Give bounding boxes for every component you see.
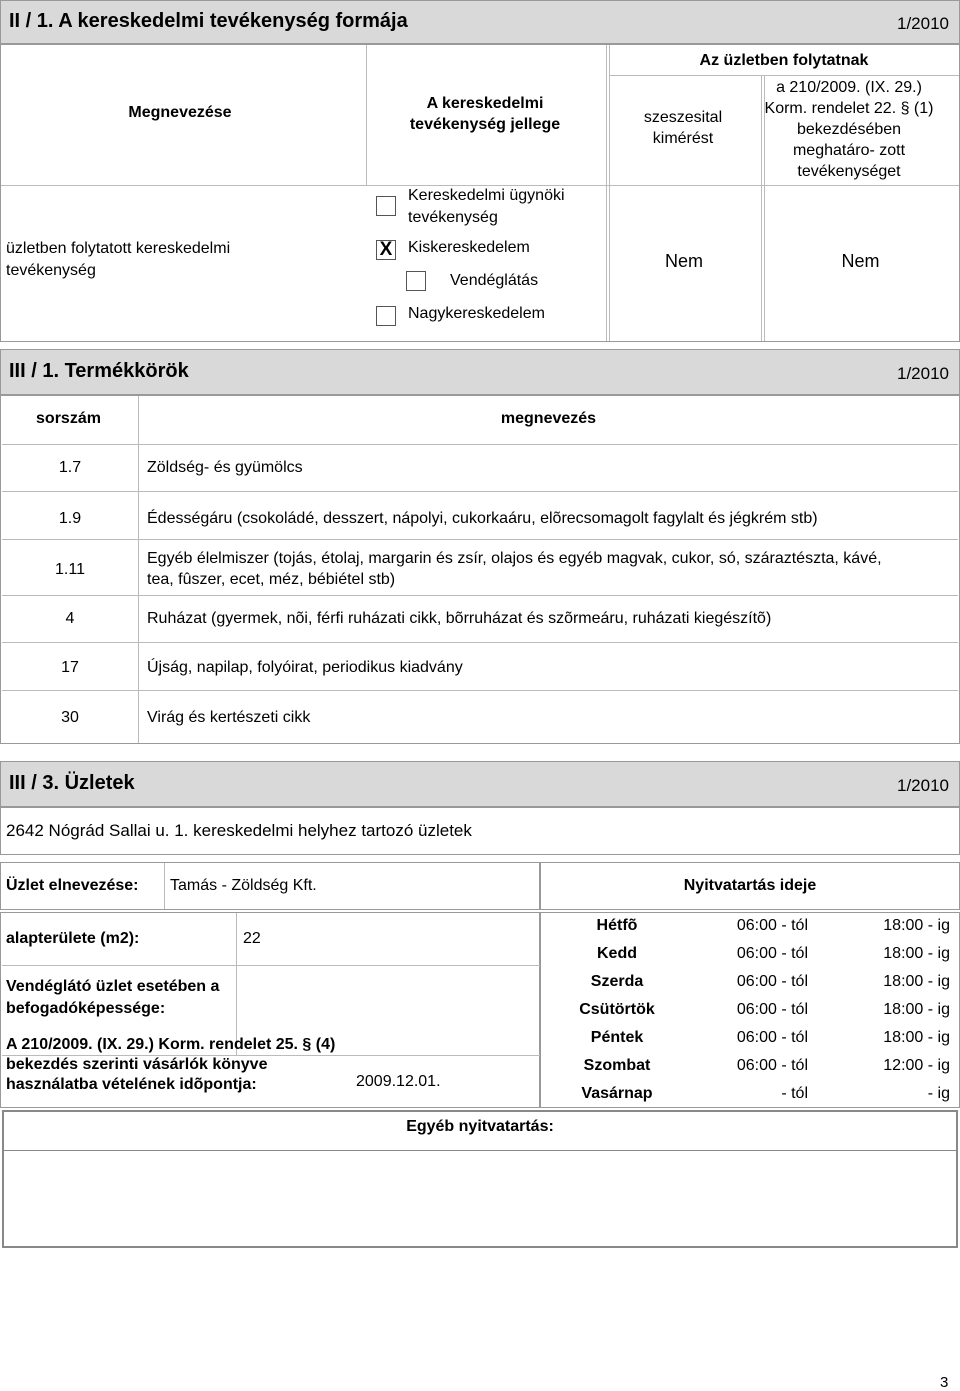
section-title: III / 3. Üzletek [9, 772, 135, 794]
checkbox-retail[interactable]: X [376, 240, 396, 260]
col-alcohol-header: szeszesital kimérést [643, 109, 723, 147]
section-year: 1/2010 [897, 364, 949, 383]
section-title: II / 1. A kereskedelmi tevékenység formája [9, 10, 408, 32]
shop-name-label: Üzlet elnevezése: [6, 877, 139, 894]
section-header-shops [0, 761, 960, 807]
product-num: 17 [61, 659, 79, 676]
col-store-group-header: Az üzletben folytatnak [699, 52, 869, 69]
option-wholesale-label: Nagykereskedelem [408, 305, 545, 322]
other-hours-label: Egyéb nyitvatartás: [406, 1118, 554, 1135]
col-num-header: sorszám [36, 410, 101, 427]
capacity-label: Vendéglátó üzlet esetében a befogadóképessége: [6, 978, 220, 1017]
product-num: 1.7 [58, 459, 82, 476]
product-num: 4 [65, 610, 75, 627]
regulated-value: Nem [841, 251, 880, 271]
hours-to: 18:00 - ig [883, 917, 950, 934]
product-name: Édességáru (csokoládé, desszert, nápolyi, cukorkaáru, elõrecsomagolt fagylalt és jégkrém stb) [147, 510, 818, 527]
hours-to: 18:00 - ig [883, 945, 950, 962]
shop-address: 2642 Nógrád Sallai u. 1. kereskedelmi helyhez tartozó üzletek [6, 821, 472, 840]
book-label: A 210/2009. (IX. 29.) Korm. rendelet 25. § (4) bekezdés szerinti vásárlók könyve használatba vételének idõpontja: [6, 1036, 336, 1093]
hours-day: Hétfõ [596, 917, 638, 934]
section-header-products [0, 349, 960, 395]
hours-to: - ig [927, 1085, 950, 1102]
option-catering-label: Vendéglátás [450, 272, 539, 289]
hours-day: Vasárnap [581, 1085, 653, 1102]
hours-from: - tól [781, 1085, 808, 1102]
col-name-header: Megnevezése [128, 104, 232, 121]
hours-from: 06:00 - tól [736, 1001, 808, 1018]
hours-day: Csütörtök [579, 1001, 655, 1018]
alcohol-value: Nem [664, 251, 703, 271]
book-date: 2009.12.01. [356, 1073, 441, 1090]
hours-to: 18:00 - ig [883, 1001, 950, 1018]
hours-from: 06:00 - tól [736, 917, 808, 934]
page-number: 3 [940, 1374, 949, 1391]
col-regulated-header: a 210/2009. (IX. 29.) Korm. rendelet 22. § (1) bekezdésében meghatáro- zott tevékenységet [764, 79, 934, 180]
hours-from: 06:00 - tól [736, 945, 808, 962]
option-agent-label: Kereskedelmi ügynöki tevékenység [408, 187, 565, 226]
product-name: Ruházat (gyermek, nõi, férfi ruházati cikk, bõrruházat és szõrmeáru, ruházati kiegészítõ) [147, 610, 772, 627]
row-activity-name: üzletben folytatott kereskedelmi tevékenység [6, 240, 231, 279]
hours-from: 06:00 - tól [736, 1029, 808, 1046]
hours-to: 18:00 - ig [883, 973, 950, 990]
hours-title: Nyitvatartás ideje [683, 877, 817, 894]
option-retail-label: Kiskereskedelem [408, 239, 530, 256]
checkbox-wholesale[interactable] [376, 306, 396, 326]
product-name: Zöldség- és gyümölcs [147, 459, 303, 476]
area-value: 22 [243, 930, 261, 947]
section-year: 1/2010 [897, 14, 949, 33]
section-header-activity [0, 0, 960, 44]
hours-to: 12:00 - ig [883, 1057, 950, 1074]
product-num: 30 [61, 709, 79, 726]
hours-day: Szombat [583, 1057, 651, 1074]
hours-from: 06:00 - tól [736, 1057, 808, 1074]
shop-name: Tamás - Zöldség Kft. [170, 877, 317, 894]
checkbox-catering[interactable] [406, 271, 426, 291]
col-product-name-header: megnevezés [500, 410, 597, 427]
hours-day: Kedd [597, 945, 637, 962]
product-num: 1.9 [58, 510, 82, 527]
area-label: alapterülete (m2): [6, 930, 140, 947]
hours-day: Péntek [590, 1029, 644, 1046]
product-name: Egyéb élelmiszer (tojás, étolaj, margarin és zsír, olajos és egyéb magvak, cukor, só, száraztészta, kávé, tea, fûszer, ecet, méz, bébiétel stb) [147, 550, 882, 588]
section-year: 1/2010 [897, 776, 949, 795]
col-type-header: A kereskedelmi tevékenység jellege [409, 95, 561, 133]
product-name: Újság, napilap, folyóirat, periodikus kiadvány [147, 659, 463, 676]
hours-day: Szerda [590, 973, 644, 990]
hours-from: 06:00 - tól [736, 973, 808, 990]
product-num: 1.11 [55, 561, 85, 578]
checkbox-agent[interactable] [376, 196, 396, 216]
hours-to: 18:00 - ig [883, 1029, 950, 1046]
section-title: III / 1. Termékkörök [9, 360, 189, 382]
product-name: Virág és kertészeti cikk [147, 709, 311, 726]
